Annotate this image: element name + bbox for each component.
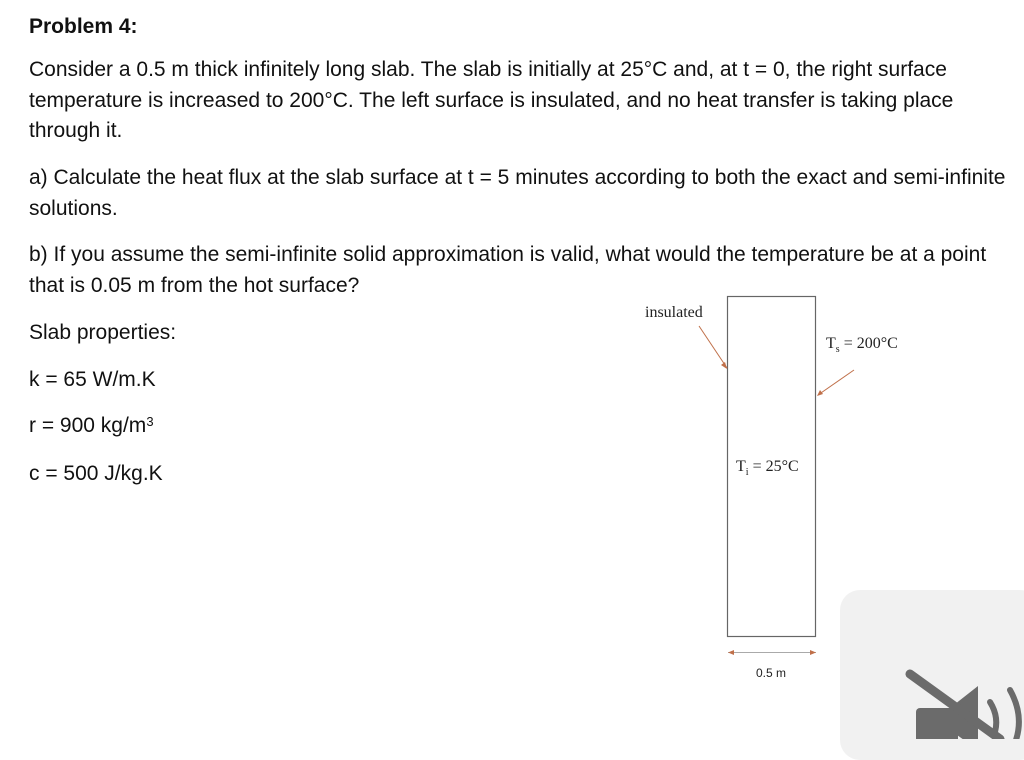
thickness-arrow-left <box>728 650 734 655</box>
thickness-arrow-right <box>810 650 816 655</box>
ts-subscript: s <box>835 344 840 356</box>
surface-arrowhead <box>817 390 823 396</box>
property-rho-text: r = 900 kg/m <box>29 414 147 437</box>
ti-value: = 25°C <box>748 458 799 475</box>
media-overlay[interactable] <box>840 590 1024 760</box>
initial-temperature-label <box>736 458 799 478</box>
ts-value: = 200°C <box>839 335 898 352</box>
properties-heading: Slab properties: <box>29 321 177 344</box>
property-k: k = 65 W/m.K <box>29 368 156 391</box>
ts-symbol: T <box>826 335 836 352</box>
problem-title: Problem 4: <box>29 15 138 38</box>
ti-subscript: i <box>745 467 749 479</box>
muted-speaker-icon[interactable] <box>840 590 1024 739</box>
thickness-label: 0.5 m <box>756 666 787 680</box>
part-a-question: a) Calculate the heat flux at the slab surface at t = 5 minutes according to both the exact and semi-infinite solutions. <box>29 166 1006 220</box>
ti-symbol: T <box>736 458 746 475</box>
part-b-question: b) If you assume the semi-infinite solid approximation is valid, what would the temperature be at a point that is 0.05 m from the hot surface? <box>29 243 987 297</box>
property-rho-exponent: 3 <box>146 414 154 429</box>
surface-arrow <box>818 370 854 395</box>
surface-temperature-label <box>826 335 898 355</box>
insulated-label: insulated <box>645 304 703 321</box>
insulated-arrowhead <box>721 362 727 369</box>
property-c: c = 500 J/kg.K <box>29 462 163 485</box>
problem-statement: Consider a 0.5 m thick infinitely long slab. The slab is initially at 25°C and, at t = 0, the right surface temperature is increased to 200°C. The left surface is insulated, and no heat transfer is taking place through it. <box>29 58 954 142</box>
insulated-arrow <box>699 326 727 368</box>
